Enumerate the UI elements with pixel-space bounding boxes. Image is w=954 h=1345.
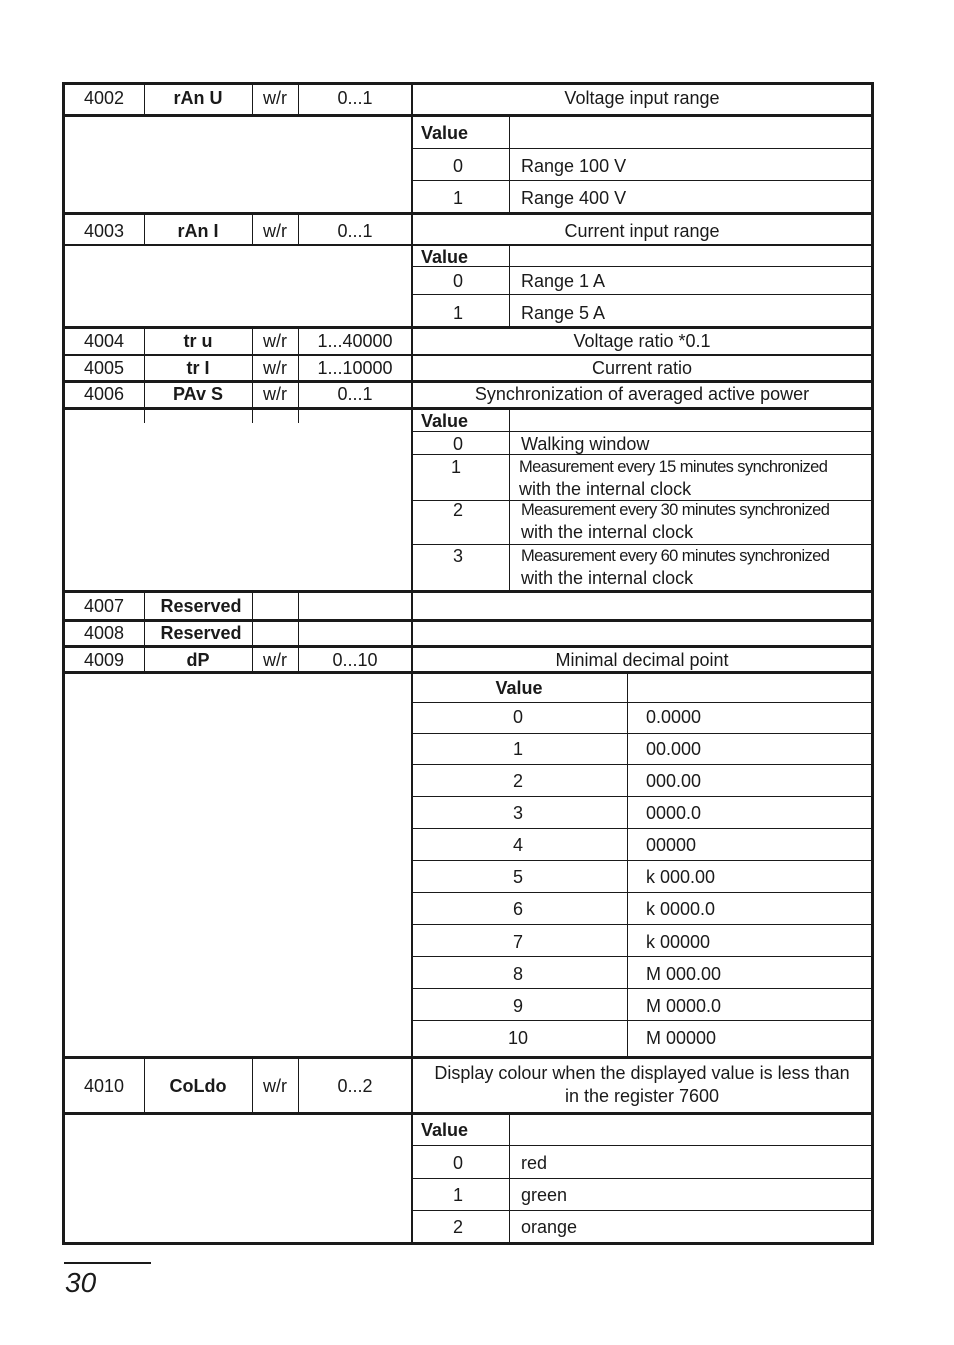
register-symbol: rAn U bbox=[173, 88, 223, 108]
register-symbol: CoLdo bbox=[169, 1076, 227, 1096]
register-range: 1...40000 bbox=[317, 331, 393, 351]
register-range: 0...10 bbox=[332, 650, 378, 670]
register-range: 0...2 bbox=[337, 1076, 373, 1096]
column-rule-stub bbox=[144, 408, 145, 423]
register-access: w/r bbox=[263, 88, 287, 108]
option-label: Measurement every 30 minutes synchronized bbox=[521, 501, 830, 519]
register-description: Display colour when the displayed value is less than bbox=[434, 1063, 850, 1083]
register-symbol: rAn I bbox=[177, 221, 219, 241]
table-border-right bbox=[871, 82, 874, 1245]
table-rule bbox=[62, 645, 874, 648]
option-label: red bbox=[521, 1153, 548, 1173]
option-label: Measurement every 15 minutes synchronized bbox=[519, 458, 828, 476]
option-label-continued: with the internal clock bbox=[521, 568, 694, 588]
sub-table-rule bbox=[412, 956, 874, 957]
register-symbol: dP bbox=[186, 650, 210, 670]
footer-rule bbox=[64, 1262, 151, 1264]
table-rule bbox=[62, 590, 874, 593]
column-rule bbox=[298, 214, 299, 245]
sub-table-rule bbox=[412, 764, 874, 765]
sub-table-rule bbox=[411, 673, 413, 1058]
value-column-header: Value bbox=[421, 1120, 469, 1140]
option-value: 0 bbox=[452, 271, 464, 291]
value-column-header: Value bbox=[421, 123, 469, 143]
sub-table-rule bbox=[412, 180, 874, 181]
sub-table-rule bbox=[412, 796, 874, 797]
register-description: Voltage input range bbox=[564, 88, 720, 108]
register-description: Voltage ratio *0.1 bbox=[573, 331, 711, 351]
table-rule bbox=[62, 1056, 874, 1059]
register-description: Synchronization of averaged active power bbox=[474, 384, 810, 404]
sub-table-rule bbox=[412, 1020, 874, 1021]
register-address: 4002 bbox=[83, 88, 125, 108]
sub-table-rule bbox=[412, 892, 874, 893]
option-value: 6 bbox=[512, 899, 524, 919]
table-rule bbox=[62, 114, 874, 117]
column-rule bbox=[411, 1058, 413, 1114]
table-rule bbox=[62, 212, 874, 215]
option-value: 0 bbox=[452, 434, 464, 454]
column-rule bbox=[144, 592, 145, 673]
register-address: 4009 bbox=[83, 650, 125, 670]
option-label: M 00000 bbox=[646, 1028, 717, 1048]
sub-table-rule bbox=[509, 409, 510, 592]
column-rule bbox=[144, 1058, 145, 1114]
table-border-left bbox=[62, 82, 65, 1245]
option-value: 3 bbox=[452, 546, 464, 566]
column-rule bbox=[144, 214, 145, 245]
option-value: 1 bbox=[452, 188, 464, 208]
table-rule bbox=[62, 1242, 874, 1245]
sub-table-rule bbox=[411, 409, 413, 592]
option-label-continued: with the internal clock bbox=[521, 522, 694, 542]
option-value: 9 bbox=[512, 996, 524, 1016]
register-range: 1...10000 bbox=[317, 358, 393, 378]
sub-table-rule bbox=[412, 924, 874, 925]
register-symbol: Reserved bbox=[160, 596, 242, 616]
column-rule bbox=[298, 592, 299, 673]
page-number: 30 bbox=[65, 1267, 97, 1298]
register-description: Current input range bbox=[564, 221, 720, 241]
value-column-header: Value bbox=[421, 247, 469, 267]
sub-table-rule bbox=[412, 1145, 874, 1146]
register-access: w/r bbox=[263, 358, 287, 378]
register-access: w/r bbox=[263, 650, 287, 670]
register-access: w/r bbox=[263, 331, 287, 351]
option-value: 0 bbox=[452, 156, 464, 176]
register-symbol: tr I bbox=[186, 358, 210, 378]
register-symbol: Reserved bbox=[160, 623, 242, 643]
sub-table-rule bbox=[509, 116, 510, 214]
option-label: 000.00 bbox=[646, 771, 702, 791]
sub-table-rule bbox=[412, 294, 874, 295]
option-label: Range 400 V bbox=[521, 188, 627, 208]
option-value: 5 bbox=[512, 867, 524, 887]
sub-table-rule bbox=[412, 860, 874, 861]
option-value: 4 bbox=[512, 835, 524, 855]
sub-table-rule bbox=[412, 266, 874, 267]
option-value: 2 bbox=[512, 771, 524, 791]
option-label: 00000 bbox=[646, 835, 697, 855]
option-value: 7 bbox=[512, 932, 524, 952]
option-label: Range 1 A bbox=[521, 271, 606, 291]
column-rule bbox=[411, 328, 413, 409]
value-column-header: Value bbox=[421, 411, 469, 431]
register-address: 4004 bbox=[83, 331, 125, 351]
sub-table-rule bbox=[411, 116, 413, 214]
sub-table-rule bbox=[627, 673, 628, 1058]
option-label: k 000.00 bbox=[646, 867, 716, 887]
register-range: 0...1 bbox=[337, 384, 373, 404]
option-label: Range 5 A bbox=[521, 303, 606, 323]
column-rule bbox=[144, 328, 145, 409]
option-label: Measurement every 60 minutes synchronized bbox=[521, 547, 830, 565]
option-label: orange bbox=[521, 1217, 578, 1237]
register-access: w/r bbox=[263, 384, 287, 404]
sub-table-rule bbox=[412, 1178, 874, 1179]
option-label: M 000.00 bbox=[646, 964, 722, 984]
column-rule bbox=[252, 214, 253, 245]
sub-table-rule bbox=[411, 1114, 413, 1244]
register-range: 0...1 bbox=[337, 88, 373, 108]
register-range: 0...1 bbox=[337, 221, 373, 241]
option-label: green bbox=[521, 1185, 568, 1205]
option-label-continued: with the internal clock bbox=[519, 479, 692, 499]
option-label: k 0000.0 bbox=[646, 899, 716, 919]
column-rule bbox=[144, 84, 145, 115]
column-rule bbox=[252, 592, 253, 673]
sub-table-rule bbox=[412, 988, 874, 989]
register-description: Minimal decimal point bbox=[555, 650, 729, 670]
option-label: 0.0000 bbox=[646, 707, 702, 727]
register-address: 4006 bbox=[83, 384, 125, 404]
table-rule bbox=[62, 326, 874, 329]
column-rule bbox=[411, 214, 413, 245]
option-label: Walking window bbox=[521, 434, 650, 454]
column-rule bbox=[411, 84, 413, 115]
table-rule bbox=[62, 82, 874, 85]
column-rule-stub bbox=[252, 408, 253, 423]
column-rule-stub bbox=[298, 408, 299, 423]
table-rule bbox=[62, 671, 874, 674]
option-label: 0000.0 bbox=[646, 803, 702, 823]
option-value: 2 bbox=[452, 500, 464, 520]
register-access: w/r bbox=[263, 1076, 287, 1096]
option-label: k 00000 bbox=[646, 932, 711, 952]
column-rule bbox=[411, 592, 413, 673]
sub-table-rule bbox=[509, 1114, 510, 1244]
sub-table-rule bbox=[412, 431, 874, 432]
register-address: 4003 bbox=[83, 221, 125, 241]
option-label: M 0000.0 bbox=[646, 996, 722, 1016]
option-value: 0 bbox=[452, 1153, 464, 1173]
option-label: 00.000 bbox=[646, 739, 702, 759]
register-address: 4008 bbox=[83, 623, 125, 643]
table-rule bbox=[62, 354, 874, 356]
register-description-continued: in the register 7600 bbox=[564, 1086, 720, 1106]
option-value: 1 bbox=[452, 1185, 464, 1205]
option-value: 2 bbox=[452, 1217, 464, 1237]
column-rule bbox=[298, 1058, 299, 1114]
register-description: Current ratio bbox=[591, 358, 693, 378]
sub-table-rule bbox=[411, 246, 413, 328]
register-address: 4007 bbox=[83, 596, 125, 616]
register-symbol: tr u bbox=[183, 331, 213, 351]
register-address: 4010 bbox=[83, 1076, 125, 1096]
sub-table-rule bbox=[412, 733, 874, 734]
sub-table-rule bbox=[412, 828, 874, 829]
sub-table-rule bbox=[412, 148, 874, 149]
column-rule bbox=[298, 84, 299, 115]
sub-table-rule bbox=[509, 246, 510, 328]
register-symbol: PAv S bbox=[172, 384, 224, 404]
option-value: 8 bbox=[512, 964, 524, 984]
column-rule bbox=[252, 328, 253, 409]
option-value: 1 bbox=[450, 457, 462, 477]
option-value: 1 bbox=[452, 303, 464, 323]
option-value: 0 bbox=[512, 707, 524, 727]
table-rule bbox=[62, 1112, 874, 1115]
register-access: w/r bbox=[263, 221, 287, 241]
column-rule bbox=[252, 84, 253, 115]
option-value: 3 bbox=[512, 803, 524, 823]
option-value: 10 bbox=[507, 1028, 529, 1048]
column-rule bbox=[252, 1058, 253, 1114]
option-label: Range 100 V bbox=[521, 156, 627, 176]
value-column-header: Value bbox=[495, 678, 543, 698]
sub-table-rule bbox=[412, 1210, 874, 1211]
sub-table-rule bbox=[412, 702, 874, 703]
column-rule bbox=[298, 328, 299, 409]
register-address: 4005 bbox=[83, 358, 125, 378]
option-value: 1 bbox=[512, 739, 524, 759]
